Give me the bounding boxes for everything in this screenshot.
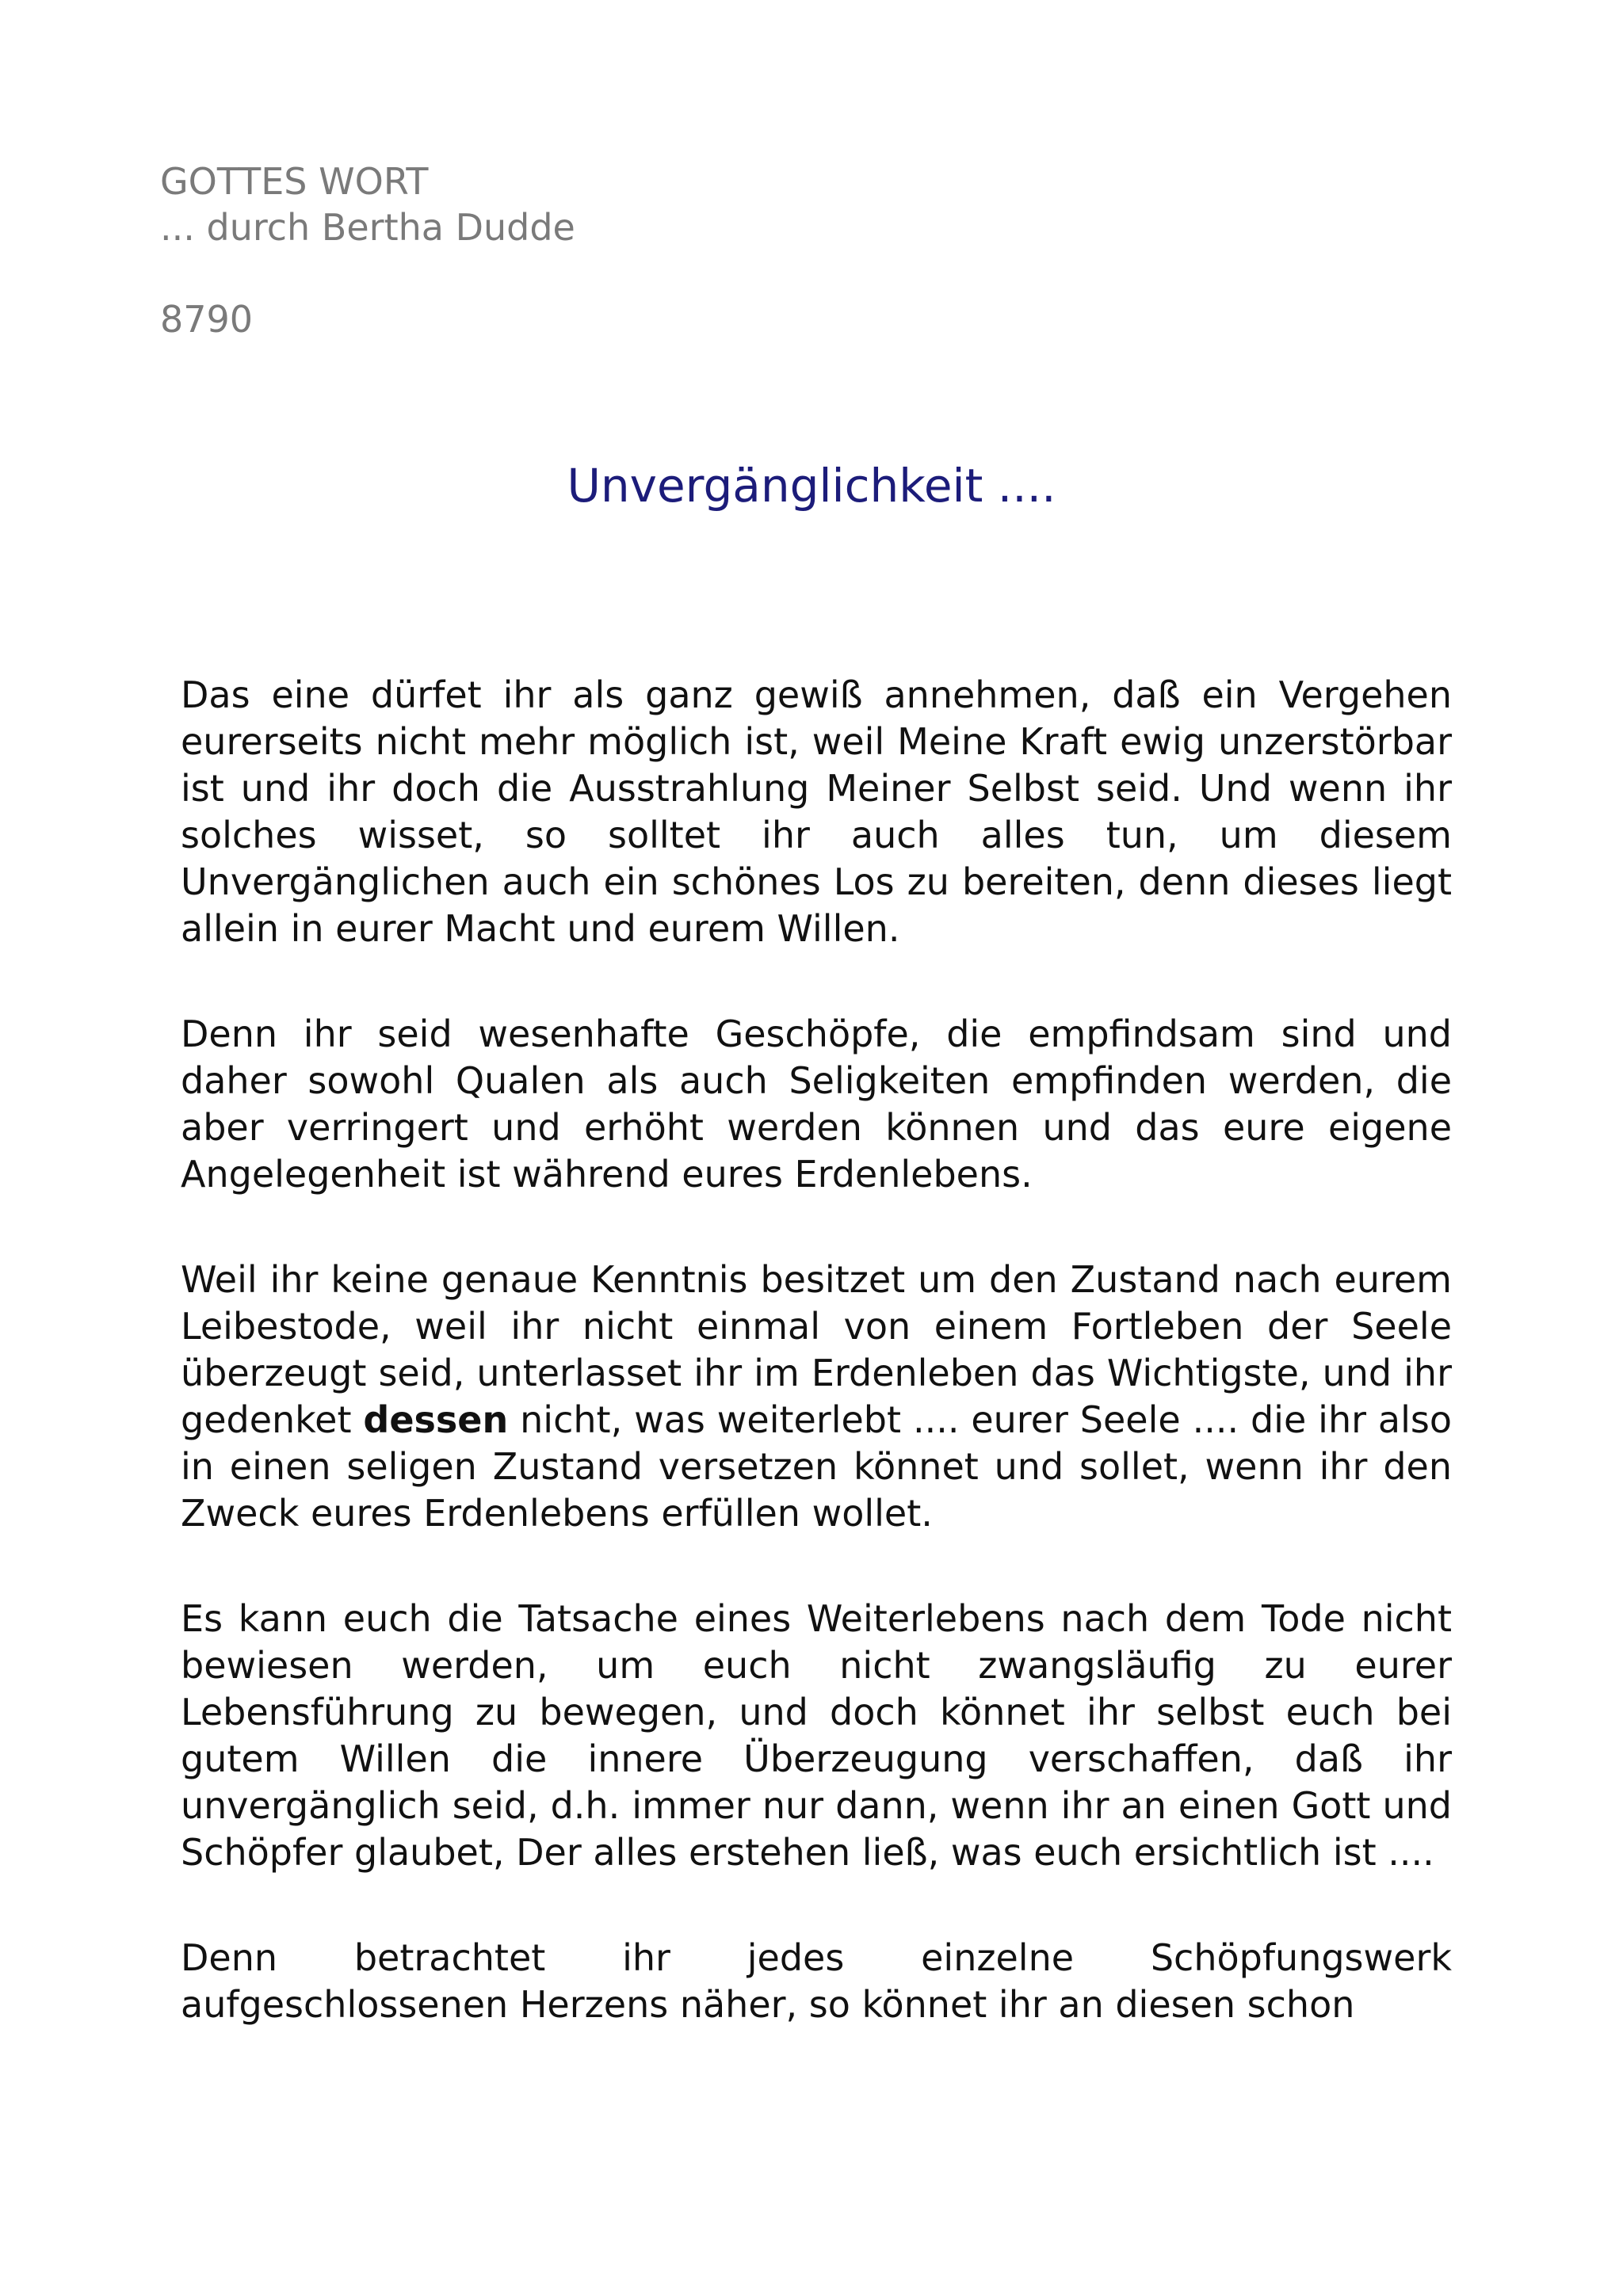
paragraph-4: Es kann euch die Tatsache eines Weiterlebens nach dem Tode nicht bewiesen werden, um euch nicht zwangsläufig zu eurer Lebensführung zu bewegen, und doch könnet ihr selbst euch bei gutem Willen die innere Überzeugung verschaffen, daß ihr unvergänglich seid, d.h. immer nur dann, wenn ihr an einen Gott und Schöpfer glaubet, Der alles erstehen ließ, was euch ersichtlich ist .... [181, 1597, 1452, 1874]
header-source: GOTTES WORT [160, 160, 429, 203]
paragraph-3-text-after: nicht, was weiterlebt .... eurer Seele .... die ihr also in einen seligen Zustand versetzen könnet und sollet, wenn ihr den Zweck eures Erdenlebens erfüllen wollet. [181, 1398, 1452, 1535]
paragraph-5: Denn betrachtet ihr jedes einzelne Schöpfungswerk aufgeschlossenen Herzens näher, so könnet ihr an diesen schon [181, 1936, 1452, 2026]
document-header [160, 158, 575, 342]
paragraph-3-emphasis: dessen [363, 1398, 509, 1441]
document-title: Unvergänglichkeit .... [567, 459, 1056, 513]
header-author: ... durch Bertha Dudde [160, 206, 575, 249]
paragraph-3-text-before: Weil ihr keine genaue Kenntnis besitzet um den Zustand nach eurem Leibestode, weil ihr nicht einmal von einem Fortleben der Seele überzeugt seid, unterlasset ihr im Erdenleben das Wichtigste, und ihr gedenket [181, 1258, 1452, 1441]
document-body [181, 672, 1452, 2028]
document-number: 8790 [160, 298, 254, 341]
paragraph-3 [181, 1257, 1452, 1537]
paragraph-1: Das eine dürfet ihr als ganz gewiß annehmen, daß ein Vergehen eurerseits nicht mehr möglich ist, weil Meine Kraft ewig unzerstörbar ist und ihr doch die Ausstrahlung Meiner Selbst seid. Und wenn ihr solches wisset, so solltet ihr auch alles tun, um diesem Unvergänglichen auch ein schönes Los zu bereiten, denn dieses liegt allein in eurer Macht und eurem Willen. [181, 673, 1452, 950]
paragraph-2: Denn ihr seid wesenhafte Geschöpfe, die empfindsam sind und daher sowohl Qualen als auch Seligkeiten empfinden werden, die aber verringert und erhöht werden können und das eure eigene Angelegenheit ist während eures Erdenlebens. [181, 1013, 1452, 1196]
